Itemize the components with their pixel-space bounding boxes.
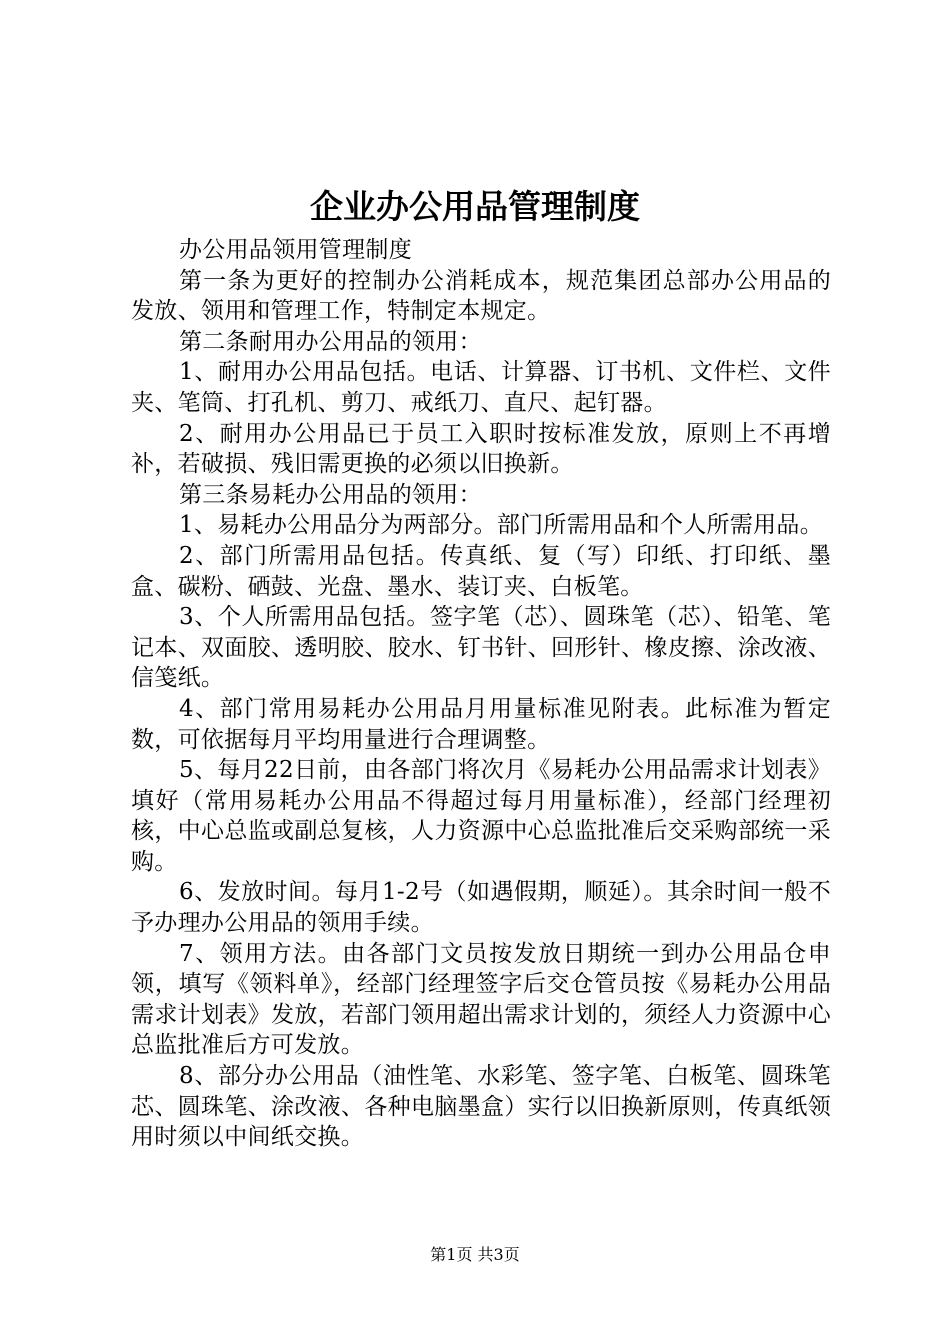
- paragraph-item: 1、耐用办公用品包括。电话、计算器、订书机、文件栏、文件夹、笔筒、打孔机、剪刀、戒纸刀、直尺、起钉器。: [131, 359, 831, 416]
- paragraph-item: 4、部门常用易耗办公用品月用量标准见附表。此标准为暂定数，可依据每月平均用量进行合理调整。: [131, 695, 831, 753]
- paragraph-item: 2、耐用办公用品已于员工入职时按标准发放，原则上不再增补，若破损、残旧需更换的必须以旧换新。: [131, 420, 831, 478]
- paragraph-item: 1、易耗办公用品分为两部分。部门所需用品和个人所需用品。: [179, 512, 824, 539]
- paragraph-article-2: 第二条耐用办公用品的领用：: [179, 328, 482, 355]
- paragraph-item: 6、发放时间。每月1-2号（如遇假期，顺延）。其余时间一般不予办理办公用品的领用手续。: [131, 879, 831, 937]
- paragraph-heading: 办公用品领用管理制度: [179, 237, 412, 263]
- paragraph-item: 8、部分办公用品（油性笔、水彩笔、签字笔、白板笔、圆珠笔芯、圆珠笔、涂改液、各种电脑墨盒）实行以旧换新原则，传真纸领用时须以中间纸交换。: [131, 1063, 831, 1151]
- paragraph-article-1: 第一条为更好的控制办公消耗成本，规范集团总部办公用品的发放、领用和管理工作，特制定本规定。: [131, 267, 831, 325]
- paragraph-article-3: 第三条易耗办公用品的领用：: [179, 481, 482, 508]
- paragraph-item: 7、领用方法。由各部门文员按发放日期统一到办公用品仓申领，填写《领料单》，经部门经理签字后交仓管员按《易耗办公用品需求计划表》发放，若部门领用超出需求计划的，须经人力资源中心总监批准后方可发放。: [131, 940, 831, 1059]
- paragraph-item: 3、个人所需用品包括。签字笔（芯）、圆珠笔（芯）、铅笔、笔记本、双面胶、透明胶、胶水、钉书针、回形针、橡皮擦、涂改液、信笺纸。: [131, 604, 831, 692]
- document-title: 企业办公用品管理制度: [310, 187, 640, 226]
- document-body: [131, 235, 831, 1153]
- paragraph-item: 5、每月22日前，由各部门将次月《易耗办公用品需求计划表》填好（常用易耗办公用品不得超过每月用量标准），经部门经理初核，中心总监或副总复核，人力资源中心总监批准后交采购部统一采购。: [131, 757, 831, 875]
- paragraph-item: 2、部门所需用品包括。传真纸、复（写）印纸、打印纸、墨盒、碳粉、硒鼓、光盘、墨水、装订夹、白板笔。: [131, 542, 831, 600]
- page-footer: 第1页 共3页: [430, 1245, 520, 1264]
